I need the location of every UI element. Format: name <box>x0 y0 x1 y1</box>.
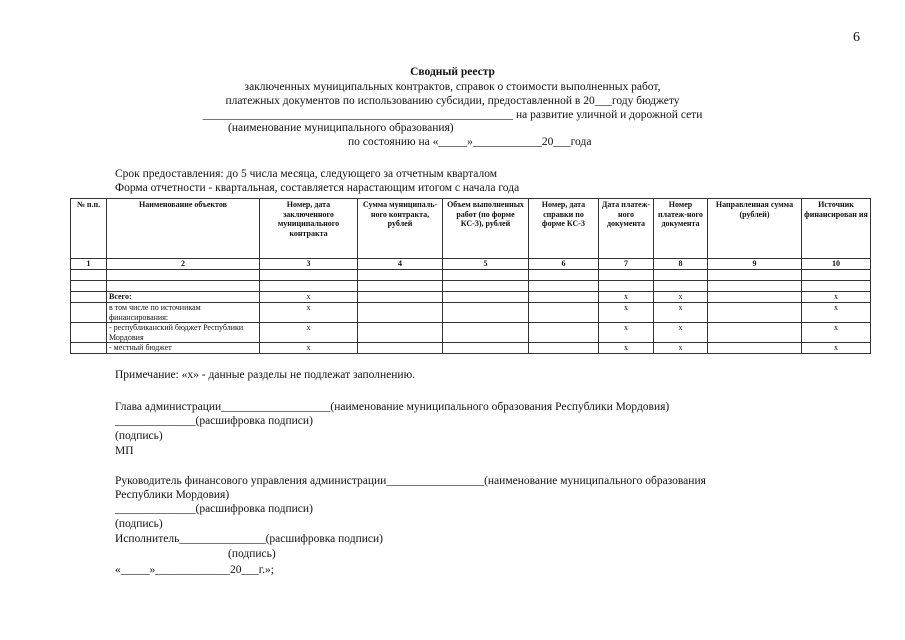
heading-line-4: (наименование муниципального образования) <box>228 122 454 134</box>
column-number: 4 <box>358 259 443 270</box>
table-cell: х <box>654 343 708 354</box>
table-cell <box>443 292 529 303</box>
column-number: 7 <box>599 259 654 270</box>
table-cell <box>443 343 529 354</box>
table-cell: х <box>654 292 708 303</box>
heading-line-3: ______________________________________________________ на развитие уличной и дорожной сети <box>202 109 703 121</box>
heading-line-1: заключенных муниципальных контрактов, справок о стоимости выполненных работ, <box>244 81 661 93</box>
table-cell: х <box>599 323 654 343</box>
executor-signature-line: Исполнитель_______________(расшифровка подписи) <box>115 533 383 545</box>
column-number: 6 <box>529 259 599 270</box>
table-cell <box>71 323 107 343</box>
table-cell: х <box>599 343 654 354</box>
table-cell <box>529 343 599 354</box>
table-cell <box>71 343 107 354</box>
empty-row <box>71 270 871 281</box>
table-cell: х <box>802 323 871 343</box>
column-number: 8 <box>654 259 708 270</box>
table-cell: х <box>599 303 654 323</box>
table-cell <box>358 323 443 343</box>
table-cell <box>708 292 802 303</box>
head-signature-decode: ______________(расшифровка подписи) <box>115 415 313 427</box>
column-number-row <box>71 259 871 270</box>
table-cell: - местный бюджет <box>107 343 260 354</box>
header-cell: Сумма муниципаль-ного контракта, рублей <box>358 199 443 259</box>
table-cell: - республиканский бюджет Республики Мордовия <box>107 323 260 343</box>
column-number: 5 <box>443 259 529 270</box>
header-cell: Номер, дата заключенного муниципального контракта <box>260 199 358 259</box>
head-signature-caption: (подпись) <box>115 430 163 442</box>
finance-signature-caption: (подпись) <box>115 518 163 530</box>
finance-signature-line-2: Республики Мордовия) <box>115 489 230 501</box>
column-number: 10 <box>802 259 871 270</box>
table-cell: х <box>260 303 358 323</box>
table-cell <box>529 303 599 323</box>
table-cell: х <box>802 292 871 303</box>
header-cell: Источник финансирован ия <box>802 199 871 259</box>
header-cell: Объем выполненных работ (по форме КС-3), рублей <box>443 199 529 259</box>
page-number: 6 <box>853 30 860 45</box>
table-row-republic-budget <box>71 323 871 343</box>
table-cell: Всего: <box>107 292 260 303</box>
column-number: 9 <box>708 259 802 270</box>
table-cell: в том числе по источникам финансирования: <box>107 303 260 323</box>
table-cell <box>708 323 802 343</box>
table-cell <box>71 303 107 323</box>
table-cell: х <box>654 323 708 343</box>
header-cell: Наименование объектов <box>107 199 260 259</box>
document-title: Сводный реестр <box>410 66 495 78</box>
column-number: 2 <box>107 259 260 270</box>
table-cell: х <box>654 303 708 323</box>
table-cell: х <box>802 303 871 323</box>
header-cell: Направленная сумма (рублей) <box>708 199 802 259</box>
finance-signature-line: Руководитель финансового управления администрации_________________(наименование муниципального образования <box>115 475 706 487</box>
table-cell: х <box>260 343 358 354</box>
stamp-place: МП <box>115 445 134 457</box>
table-row-local-budget <box>71 343 871 354</box>
table-cell <box>529 323 599 343</box>
table-row-sources <box>71 303 871 323</box>
deadline-text: Срок предоставления: до 5 числа месяца, следующего за отчетным кварталом <box>115 168 498 180</box>
header-cell: Номер платеж-ного документа <box>654 199 708 259</box>
finance-signature-decode: ______________(расшифровка подписи) <box>115 503 313 515</box>
column-number: 3 <box>260 259 358 270</box>
table-cell <box>529 292 599 303</box>
table-cell <box>708 303 802 323</box>
table-cell: х <box>260 323 358 343</box>
heading-line-5: по состоянию на «_____»____________20___года <box>348 136 592 148</box>
executor-signature-caption: (подпись) <box>228 548 276 560</box>
table-row-total <box>71 292 871 303</box>
table-cell <box>358 303 443 323</box>
empty-row <box>71 281 871 292</box>
column-number: 1 <box>71 259 107 270</box>
header-cell: Номер, дата справки по форме КС-3 <box>529 199 599 259</box>
table-cell: х <box>802 343 871 354</box>
table-cell <box>71 292 107 303</box>
date-line: «_____»_____________20___г.»; <box>115 564 274 576</box>
table-cell <box>708 343 802 354</box>
table-cell <box>358 292 443 303</box>
table-cell <box>443 303 529 323</box>
header-cell: № п.п. <box>71 199 107 259</box>
table-note: Примечание: «х» - данные разделы не подлежат заполнению. <box>115 369 416 381</box>
table-cell: х <box>260 292 358 303</box>
register-table <box>70 198 871 354</box>
form-text: Форма отчетности - квартальная, составляется нарастающим итогом с начала года <box>115 182 520 194</box>
head-signature-line: Глава администрации___________________(наименование муниципального образования Республики Мордовия) <box>115 401 670 413</box>
table-cell <box>443 323 529 343</box>
header-cell: Дата платеж-ного документа <box>599 199 654 259</box>
table-header-row <box>71 199 871 259</box>
heading-line-2: платежных документов по использованию субсидии, предоставленной в 20___году бюджету <box>225 95 680 107</box>
table-cell <box>358 343 443 354</box>
table-cell: х <box>599 292 654 303</box>
